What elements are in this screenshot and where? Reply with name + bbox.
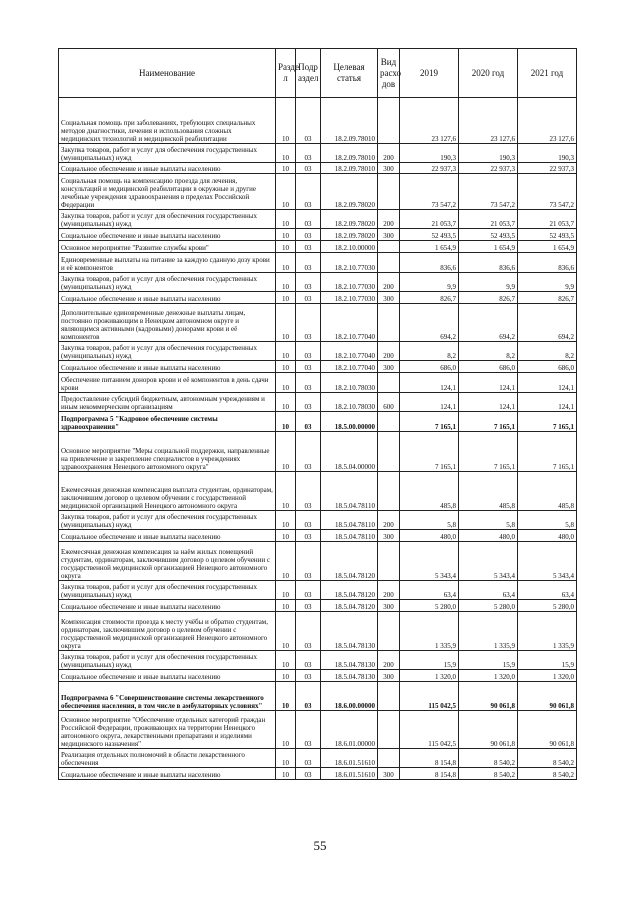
row-name: Социальное обеспечение и иные выплаты населению (59, 163, 276, 174)
table-row (59, 581, 577, 600)
table-row (59, 292, 577, 304)
row-value-2021: 8 540,2 (518, 749, 577, 768)
row-razdel: 10 (276, 472, 296, 511)
table-row (59, 530, 577, 542)
row-value-2021: 73 547,2 (518, 174, 577, 210)
table-row (59, 600, 577, 612)
row-razdel: 10 (276, 342, 296, 361)
row-value-2020: 5 343,4 (459, 542, 518, 581)
header-2019: 2019 (400, 49, 459, 98)
row-value-2021: 826,7 (518, 292, 577, 304)
row-name: Предоставление субсидий бюджетным, автономным учреждениям и иным некоммерческим организациям (59, 393, 276, 412)
row-vid: 300 (378, 768, 400, 780)
row-podrazdel: 03 (296, 530, 321, 542)
header-podrazdel: Подр аздел (296, 49, 321, 98)
row-value-2020: 5 280,0 (459, 600, 518, 612)
row-razdel: 10 (276, 651, 296, 670)
row-name: Закупка товаров, работ и услуг для обеспечения государственных (муниципальных) нужд (59, 581, 276, 600)
row-name: Социальное обеспечение и иные выплаты населению (59, 600, 276, 612)
table-row (59, 670, 577, 682)
row-value-2020: 9,9 (459, 273, 518, 292)
row-vid: 300 (378, 229, 400, 241)
row-razdel: 10 (276, 174, 296, 210)
table-row (59, 273, 577, 292)
row-razdel: 10 (276, 241, 296, 253)
row-statya: 18.2.09.78020 (321, 174, 378, 210)
row-podrazdel: 03 (296, 412, 321, 432)
table-row (59, 361, 577, 373)
row-statya: 18.2.10.77040 (321, 304, 378, 342)
table-row (59, 711, 577, 749)
row-razdel: 10 (276, 98, 296, 144)
table-row (59, 412, 577, 432)
row-value-2021: 23 127,6 (518, 98, 577, 144)
row-value-2021: 21 053,7 (518, 210, 577, 229)
row-value-2019: 5 280,0 (400, 600, 459, 612)
row-value-2019: 190,3 (400, 144, 459, 163)
row-podrazdel: 03 (296, 273, 321, 292)
row-value-2020: 8 540,2 (459, 749, 518, 768)
row-value-2020: 124,1 (459, 373, 518, 393)
row-vid (378, 412, 400, 432)
table-row (59, 651, 577, 670)
row-value-2020: 1 654,9 (459, 241, 518, 253)
table-row (59, 163, 577, 174)
row-value-2019: 8,2 (400, 342, 459, 361)
row-value-2020: 73 547,2 (459, 174, 518, 210)
row-name: Ежемесячная денежная компенсация выплата студентам, ординаторам, заключившим договор о целевом обучении с государственной медицинской организацией Ненецкого автономного округа (59, 472, 276, 511)
row-podrazdel: 03 (296, 292, 321, 304)
row-razdel: 10 (276, 581, 296, 600)
row-statya: 18.5.04.78130 (321, 651, 378, 670)
row-name: Подпрограмма 6 "Совершенствование системы лекарственного обеспечения населения, в том числе в амбулаторных условиях" (59, 682, 276, 711)
table-row (59, 241, 577, 253)
row-value-2021: 480,0 (518, 530, 577, 542)
table-row (59, 174, 577, 210)
row-statya: 18.5.04.78130 (321, 670, 378, 682)
row-razdel: 10 (276, 711, 296, 749)
row-name: Подпрограмма 5 "Кадровое обеспечение системы здравоохранения" (59, 412, 276, 432)
row-value-2020: 485,8 (459, 472, 518, 511)
row-statya: 18.6.01.00000 (321, 711, 378, 749)
row-value-2021: 124,1 (518, 393, 577, 412)
row-podrazdel: 03 (296, 163, 321, 174)
row-value-2019: 5 343,4 (400, 542, 459, 581)
row-value-2019: 52 493,5 (400, 229, 459, 241)
row-value-2020: 1 335,9 (459, 612, 518, 651)
row-razdel: 10 (276, 412, 296, 432)
row-name: Социальное обеспечение и иные выплаты населению (59, 530, 276, 542)
row-name: Реализация отдельных полномочий в области лекарственного обеспечения (59, 749, 276, 768)
row-razdel: 10 (276, 304, 296, 342)
document-sheet (58, 48, 576, 780)
row-razdel: 10 (276, 542, 296, 581)
row-razdel: 10 (276, 612, 296, 651)
row-statya: 18.5.04.78120 (321, 581, 378, 600)
row-value-2019: 23 127,6 (400, 98, 459, 144)
row-name: Закупка товаров, работ и услуг для обеспечения государственных (муниципальных) нужд (59, 273, 276, 292)
row-value-2021: 485,8 (518, 472, 577, 511)
row-vid (378, 472, 400, 511)
row-statya: 18.2.10.77040 (321, 361, 378, 373)
row-podrazdel: 03 (296, 511, 321, 530)
row-statya: 18.2.09.78020 (321, 229, 378, 241)
row-value-2019: 22 937,3 (400, 163, 459, 174)
row-value-2021: 9,9 (518, 273, 577, 292)
table-row (59, 682, 577, 711)
row-value-2021: 63,4 (518, 581, 577, 600)
row-value-2020: 15,9 (459, 651, 518, 670)
row-name: Закупка товаров, работ и услуг для обеспечения государственных (муниципальных) нужд (59, 210, 276, 229)
row-value-2021: 5 343,4 (518, 542, 577, 581)
row-podrazdel: 03 (296, 432, 321, 472)
row-statya: 18.2.09.78010 (321, 163, 378, 174)
row-razdel: 10 (276, 511, 296, 530)
row-value-2020: 836,6 (459, 253, 518, 273)
row-value-2020: 63,4 (459, 581, 518, 600)
row-razdel: 10 (276, 229, 296, 241)
row-podrazdel: 03 (296, 600, 321, 612)
table-row (59, 749, 577, 768)
row-name: Социальное обеспечение и иные выплаты населению (59, 361, 276, 373)
row-razdel: 10 (276, 292, 296, 304)
row-vid: 200 (378, 144, 400, 163)
row-podrazdel: 03 (296, 229, 321, 241)
row-value-2019: 5,8 (400, 511, 459, 530)
table-row (59, 393, 577, 412)
row-statya: 18.6.00.00000 (321, 682, 378, 711)
row-podrazdel: 03 (296, 393, 321, 412)
row-razdel: 10 (276, 393, 296, 412)
row-value-2020: 90 061,8 (459, 682, 518, 711)
row-vid (378, 711, 400, 749)
table-row (59, 210, 577, 229)
table-row (59, 342, 577, 361)
row-value-2021: 90 061,8 (518, 711, 577, 749)
row-vid: 300 (378, 163, 400, 174)
row-vid: 300 (378, 600, 400, 612)
row-podrazdel: 03 (296, 144, 321, 163)
row-razdel: 10 (276, 273, 296, 292)
row-statya: 18.5.04.00000 (321, 432, 378, 472)
row-value-2019: 826,7 (400, 292, 459, 304)
row-statya: 18.6.01.51610 (321, 749, 378, 768)
table-row (59, 144, 577, 163)
row-statya: 18.5.04.78120 (321, 542, 378, 581)
row-statya: 18.2.10.78030 (321, 373, 378, 393)
table-row (59, 253, 577, 273)
row-vid (378, 682, 400, 711)
row-podrazdel: 03 (296, 304, 321, 342)
header-statya: Целевая статья (321, 49, 378, 98)
row-vid (378, 612, 400, 651)
row-value-2020: 23 127,6 (459, 98, 518, 144)
row-value-2020: 7 165,1 (459, 412, 518, 432)
row-statya: 18.5.00.00000 (321, 412, 378, 432)
row-value-2020: 124,1 (459, 393, 518, 412)
table-row (59, 612, 577, 651)
row-value-2021: 124,1 (518, 373, 577, 393)
row-vid (378, 253, 400, 273)
table-header-row (59, 49, 577, 98)
row-podrazdel: 03 (296, 373, 321, 393)
row-value-2021: 5 280,0 (518, 600, 577, 612)
row-vid (378, 432, 400, 472)
row-value-2019: 124,1 (400, 373, 459, 393)
row-name: Закупка товаров, работ и услуг для обеспечения государственных (муниципальных) нужд (59, 511, 276, 530)
row-vid: 300 (378, 361, 400, 373)
row-podrazdel: 03 (296, 361, 321, 373)
row-podrazdel: 03 (296, 581, 321, 600)
row-podrazdel: 03 (296, 174, 321, 210)
row-razdel: 10 (276, 682, 296, 711)
row-value-2019: 9,9 (400, 273, 459, 292)
row-value-2020: 686,0 (459, 361, 518, 373)
table-row (59, 768, 577, 780)
row-value-2021: 1 335,9 (518, 612, 577, 651)
table-row (59, 229, 577, 241)
row-value-2019: 8 154,8 (400, 768, 459, 780)
header-2020: 2020 год (459, 49, 518, 98)
row-value-2021: 15,9 (518, 651, 577, 670)
row-vid: 200 (378, 273, 400, 292)
row-value-2020: 694,2 (459, 304, 518, 342)
row-value-2021: 8,2 (518, 342, 577, 361)
row-name: Социальное обеспечение и иные выплаты населению (59, 229, 276, 241)
row-podrazdel: 03 (296, 342, 321, 361)
row-vid: 300 (378, 292, 400, 304)
row-razdel: 10 (276, 163, 296, 174)
row-statya: 18.2.09.78010 (321, 98, 378, 144)
row-podrazdel: 03 (296, 749, 321, 768)
row-value-2020: 826,7 (459, 292, 518, 304)
row-razdel: 10 (276, 253, 296, 273)
row-value-2019: 15,9 (400, 651, 459, 670)
row-name: Социальная помощь при заболеваниях, требующих специальных методов диагностики, лечения и использования сложных медицинских технологий и медицинской реабилитации (59, 98, 276, 144)
table-row (59, 98, 577, 144)
header-2021: 2021 год (518, 49, 577, 98)
row-value-2019: 694,2 (400, 304, 459, 342)
row-value-2019: 7 165,1 (400, 412, 459, 432)
row-value-2021: 190,3 (518, 144, 577, 163)
row-value-2021: 694,2 (518, 304, 577, 342)
row-statya: 18.2.10.78030 (321, 393, 378, 412)
row-statya: 18.5.04.78110 (321, 530, 378, 542)
row-name: Основное мероприятие "Развитие службы крови" (59, 241, 276, 253)
row-statya: 18.5.04.78110 (321, 472, 378, 511)
row-name: Закупка товаров, работ и услуг для обеспечения государственных (муниципальных) нужд (59, 144, 276, 163)
row-value-2019: 1 320,0 (400, 670, 459, 682)
row-value-2019: 836,6 (400, 253, 459, 273)
row-statya: 18.2.10.77030 (321, 273, 378, 292)
row-value-2019: 124,1 (400, 393, 459, 412)
row-podrazdel: 03 (296, 241, 321, 253)
page-number: 55 (313, 838, 327, 853)
row-vid: 200 (378, 210, 400, 229)
row-value-2020: 22 937,3 (459, 163, 518, 174)
row-value-2020: 5,8 (459, 511, 518, 530)
row-value-2021: 1 320,0 (518, 670, 577, 682)
row-value-2019: 7 165,1 (400, 432, 459, 472)
row-value-2020: 90 061,8 (459, 711, 518, 749)
header-vid: Вид расхо дов (378, 49, 400, 98)
row-podrazdel: 03 (296, 651, 321, 670)
row-podrazdel: 03 (296, 711, 321, 749)
row-name: Основное мероприятие "Меры социальной поддержки, направленные на привлечение и закрепление специалистов в учреждениях здравоохранения Ненецкого автономного округа" (59, 432, 276, 472)
header-name: Наименование (59, 49, 276, 98)
row-value-2020: 190,3 (459, 144, 518, 163)
row-value-2019: 73 547,2 (400, 174, 459, 210)
row-name: Социальная помощь на компенсацию проезда для лечения, консультаций и медицинской реабилитации в окружные и другие лечебные учреждения здравоохранения в пределах Российской Федерации (59, 174, 276, 210)
row-vid (378, 98, 400, 144)
row-vid: 200 (378, 581, 400, 600)
row-name: Социальное обеспечение и иные выплаты населению (59, 670, 276, 682)
row-podrazdel: 03 (296, 682, 321, 711)
row-name: Социальное обеспечение и иные выплаты населению (59, 292, 276, 304)
row-name: Закупка товаров, работ и услуг для обеспечения государственных (муниципальных) нужд (59, 342, 276, 361)
row-value-2019: 115 042,5 (400, 711, 459, 749)
row-vid: 200 (378, 342, 400, 361)
row-podrazdel: 03 (296, 768, 321, 780)
row-value-2021: 686,0 (518, 361, 577, 373)
row-value-2020: 7 165,1 (459, 432, 518, 472)
row-value-2020: 8 540,2 (459, 768, 518, 780)
row-vid (378, 304, 400, 342)
row-statya: 18.2.10.00000 (321, 241, 378, 253)
row-value-2021: 90 061,8 (518, 682, 577, 711)
row-podrazdel: 03 (296, 542, 321, 581)
row-value-2021: 1 654,9 (518, 241, 577, 253)
row-razdel: 10 (276, 530, 296, 542)
table-row (59, 304, 577, 342)
row-name: Дополнительные единовременные денежные выплаты лицам, постоянно проживающим в Ненецком автономном округе и являющимся активными (кадровыми) донорами крови и её компонентов (59, 304, 276, 342)
row-name: Социальное обеспечение и иные выплаты населению (59, 768, 276, 780)
row-vid (378, 373, 400, 393)
table-row (59, 373, 577, 393)
row-vid: 300 (378, 530, 400, 542)
row-vid: 600 (378, 393, 400, 412)
row-vid (378, 542, 400, 581)
row-value-2019: 21 053,7 (400, 210, 459, 229)
table-row (59, 542, 577, 581)
row-value-2019: 63,4 (400, 581, 459, 600)
row-razdel: 10 (276, 361, 296, 373)
row-value-2019: 480,0 (400, 530, 459, 542)
table-body (59, 98, 577, 780)
table-row (59, 472, 577, 511)
row-value-2021: 52 493,5 (518, 229, 577, 241)
table-row (59, 432, 577, 472)
row-vid (378, 749, 400, 768)
row-value-2020: 1 320,0 (459, 670, 518, 682)
row-razdel: 10 (276, 432, 296, 472)
row-name: Закупка товаров, работ и услуг для обеспечения государственных (муниципальных) нужд (59, 651, 276, 670)
row-razdel: 10 (276, 373, 296, 393)
row-statya: 18.5.04.78110 (321, 511, 378, 530)
table-row (59, 511, 577, 530)
row-value-2019: 1 654,9 (400, 241, 459, 253)
row-name: Компенсация стоимости проезда к месту учёбы и обратно студентам, ординаторам, заключившим договор о целевом обучении с государственной медицинской организацией Ненецкого автономного округа (59, 612, 276, 651)
header-razdel: Разде л (276, 49, 296, 98)
row-statya: 18.2.09.78020 (321, 210, 378, 229)
row-podrazdel: 03 (296, 98, 321, 144)
row-vid: 200 (378, 511, 400, 530)
row-razdel: 10 (276, 144, 296, 163)
row-value-2021: 5,8 (518, 511, 577, 530)
row-name: Ежемесячная денежная компенсация за наём жилых помещений студентам, ординаторам, заключившим договор о целевом обучении с государственной медицинской организацией Ненецкого автономного округа (59, 542, 276, 581)
row-value-2020: 21 053,7 (459, 210, 518, 229)
row-statya: 18.2.09.78010 (321, 144, 378, 163)
row-value-2021: 7 165,1 (518, 432, 577, 472)
row-value-2021: 7 165,1 (518, 412, 577, 432)
row-value-2021: 836,6 (518, 253, 577, 273)
row-razdel: 10 (276, 749, 296, 768)
row-value-2020: 52 493,5 (459, 229, 518, 241)
row-vid (378, 174, 400, 210)
budget-table (58, 48, 577, 780)
row-value-2019: 8 154,8 (400, 749, 459, 768)
row-podrazdel: 03 (296, 670, 321, 682)
row-razdel: 10 (276, 210, 296, 229)
row-podrazdel: 03 (296, 210, 321, 229)
row-name: Основное мероприятие "Обеспечение отдельных категорий граждан Российской Федерации, проживающих на территории Ненецкого автономного округа, лекарственными препаратами и изделиями медицинского назначения" (59, 711, 276, 749)
row-value-2021: 22 937,3 (518, 163, 577, 174)
row-statya: 18.2.10.77040 (321, 342, 378, 361)
row-vid: 300 (378, 670, 400, 682)
row-value-2019: 1 335,9 (400, 612, 459, 651)
row-razdel: 10 (276, 670, 296, 682)
row-podrazdel: 03 (296, 253, 321, 273)
row-statya: 18.5.04.78130 (321, 612, 378, 651)
row-value-2021: 8 540,2 (518, 768, 577, 780)
row-statya: 18.2.10.77030 (321, 292, 378, 304)
row-value-2019: 485,8 (400, 472, 459, 511)
row-podrazdel: 03 (296, 472, 321, 511)
row-vid (378, 241, 400, 253)
row-value-2020: 8,2 (459, 342, 518, 361)
row-name: Единовременные выплаты на питание за каждую сданную дозу крови и её компонентов (59, 253, 276, 273)
row-razdel: 10 (276, 600, 296, 612)
row-statya: 18.5.04.78120 (321, 600, 378, 612)
row-razdel: 10 (276, 768, 296, 780)
row-vid: 200 (378, 651, 400, 670)
row-value-2019: 686,0 (400, 361, 459, 373)
row-podrazdel: 03 (296, 612, 321, 651)
row-value-2020: 480,0 (459, 530, 518, 542)
row-value-2019: 115 042,5 (400, 682, 459, 711)
row-name: Обеспечение питанием доноров крови и её компонентов в день сдачи крови (59, 373, 276, 393)
row-statya: 18.2.10.77030 (321, 253, 378, 273)
row-statya: 18.6.01.51610 (321, 768, 378, 780)
